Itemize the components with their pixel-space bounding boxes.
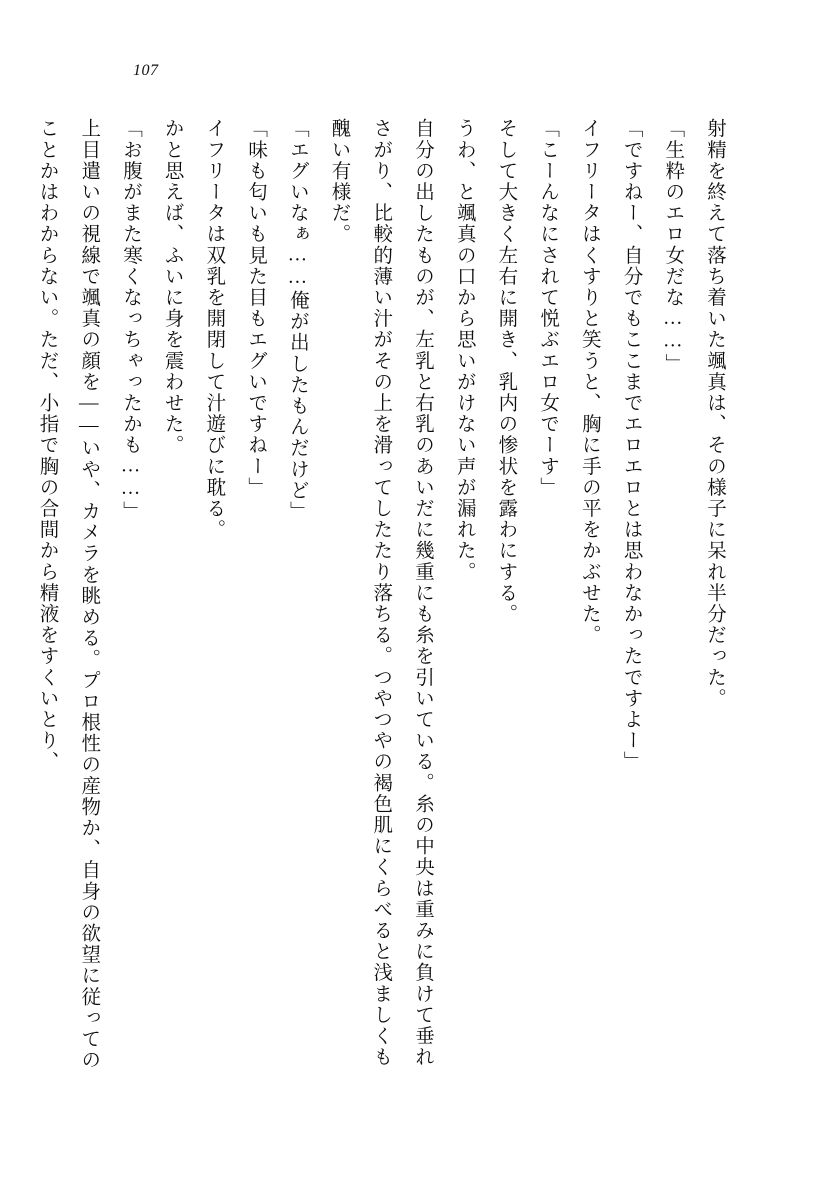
- paragraph: 射精を終えて落ち着いた颯真は、その様子に呆れ半分だった。: [704, 118, 725, 709]
- paragraph: 上目遣いの視線で颯真の顔を――いや、カメラを眺める。プロ根性の産物か、自身の欲望に従ってのことかはわからない。ただ、小指で胸の合間から精液をすくいとり、: [36, 118, 100, 1071]
- paragraph: かと思えば、ふいに身を震わせた。: [161, 118, 183, 456]
- paragraph: 「エグいなぁ……俺が出したもんだけど」: [286, 118, 308, 522]
- paragraph: 自分の出したものが、左乳と右乳のあいだに幾重にも糸を引いている。糸の中央は重みに負けて垂れさがり、比較的薄い汁がその上を滑ってしたたり落ちる。つやつやの褐色肌にくらべると浅ましくも醜い有様だ。: [328, 118, 433, 1068]
- paragraph: 「お腹がまた寒くなっちゃったかも……」: [119, 118, 141, 522]
- paragraph: うわ、と颯真の口から思いがけない声が漏れた。: [453, 118, 475, 583]
- page-number: 107: [133, 62, 159, 79]
- paragraph: 「こーんなにされて悦ぶエロ女でーす」: [537, 118, 559, 498]
- paragraph: イフリータはくすりと笑うと、胸に手の平をかぶせた。: [578, 118, 600, 646]
- body-text: [36, 118, 735, 1078]
- paragraph: イフリータは双乳を開閉して汁遊びに耽る。: [203, 118, 225, 540]
- paragraph: 「ですねー、自分でもここまでエロエロとは思わなかったですよー」: [620, 118, 642, 773]
- paragraph: 「味も匂いも見た目もエグいですねー」: [245, 118, 267, 498]
- paragraph: そして大きく左右に開き、乳内の惨状を露わにする。: [495, 118, 517, 625]
- paragraph: 「生粋のエロ女だな……」: [662, 118, 684, 375]
